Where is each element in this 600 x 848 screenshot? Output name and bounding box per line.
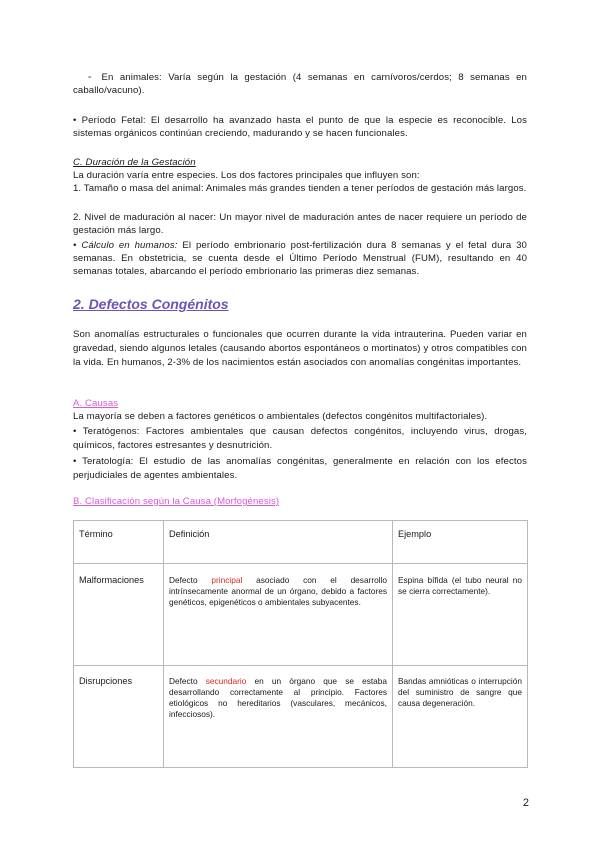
defectos-intro: Son anomalías estructurales o funcionales que ocurren durante la vida intrauterina. Pueden variar en gravedad, siendo algunos letales (causando abortos espontáneos o mortinatos) y otros compatibles con la vida. En humanos, 2-3% de los nacimientos están asociados con anomalías congénitas importantes. xyxy=(73,329,527,368)
table-header-row xyxy=(74,521,528,564)
row-definition xyxy=(164,564,392,614)
table-cell xyxy=(393,666,528,768)
periodo-fetal-paragraph: • Período Fetal: El desarrollo ha avanzado hasta el punto de que la especie es reconocible. Los sistemas orgánicos continúan creciendo, madurando y se hacen funcionales. xyxy=(73,115,527,139)
header-ejemplo: Ejemplo xyxy=(398,529,432,539)
row-term: Disrupciones xyxy=(79,676,133,686)
calculo-label: • Cálculo en humanos: xyxy=(73,240,178,251)
table-cell xyxy=(74,666,164,768)
definition-pre: Defecto xyxy=(169,575,212,585)
duracion-intro: La duración varía entre especies. Los dos factores principales que influyen son: xyxy=(73,170,420,181)
definition-key: principal xyxy=(211,575,243,585)
header-definicion: Definición xyxy=(169,529,210,539)
table-cell xyxy=(393,564,528,666)
row-term: Malformaciones xyxy=(79,575,144,585)
table-header-cell xyxy=(74,521,164,564)
table-row xyxy=(74,666,528,768)
table-header-cell xyxy=(164,521,393,564)
teratogenos-paragraph: • Teratógenos: Factores ambientales que causan defectos congénitos, incluyendo virus, drogas, químicos, factores estresantes y desnutrición. xyxy=(73,426,527,451)
row-example: Bandas amnióticas o interrupción del suministro de sangre que causa degeneración. xyxy=(398,676,522,708)
row-example: Espina bífida (el tubo neural no se cierra correctamente). xyxy=(398,575,522,596)
duracion-point-2: 2. Nivel de maduración al nacer: Un mayor nivel de maduración antes de nacer requiere un período de gestación más largo. xyxy=(73,212,527,236)
causas-line-1: La mayoría se deben a factores genéticos o ambientales (defectos congénitos multifactoriales). xyxy=(73,411,488,422)
definition-key: secundario xyxy=(205,676,247,686)
duracion-point-1: 1. Tamaño o masa del animal: Animales más grandes tienden a tener períodos de gestación más largos. xyxy=(73,183,527,194)
definition-pre: Defecto xyxy=(169,676,206,686)
causas-heading: A. Causas xyxy=(73,398,119,409)
row-definition xyxy=(164,666,392,726)
table-cell xyxy=(164,564,393,666)
header-termino: Término xyxy=(79,529,113,539)
definition-post: en un órgano que se estaba desarrollando correctamente al principio. Factores etiológicos no hereditarios (vasculares, mecánicos, infecciosos). xyxy=(169,676,388,719)
clasificacion-heading: B. Clasificación según la Causa (Morfogénesis) xyxy=(73,496,280,507)
animales-paragraph: ◦ En animales: Varía según la gestación (4 semanas en carnívoros/cerdos; 8 semanas en caballo/vacuno). xyxy=(73,72,527,96)
table-cell xyxy=(164,666,393,768)
page-number: 2 xyxy=(522,797,529,809)
clasificacion-table xyxy=(73,520,528,768)
definition-post: asociado con el desarrollo intrínsecamente anormal de un órgano, debido a factores genéticos, epigenéticos o ambientales subyacentes. xyxy=(169,575,387,607)
section-title-defectos: 2. Defectos Congénitos xyxy=(73,296,229,312)
calculo-text: El período embrionario post-fertilización dura 8 semanas y el fetal dura 30 semanas. En obstetricia, se cuenta desde el Último Período Menstrual (FUM), resultando en 40 semanas totales, abarcando el período embrionario las primeras diez semanas. xyxy=(73,240,527,277)
teratologia-paragraph: • Teratología: El estudio de las anomalías congénitas, generalmente en relación con los efectos perjudiciales de agentes ambientales. xyxy=(73,456,527,481)
table-header-cell xyxy=(393,521,528,564)
table-cell xyxy=(74,564,164,666)
calculo-humanos-paragraph xyxy=(73,240,527,278)
duracion-heading: C. Duración de la Gestación xyxy=(73,157,196,168)
table-row xyxy=(74,564,528,666)
